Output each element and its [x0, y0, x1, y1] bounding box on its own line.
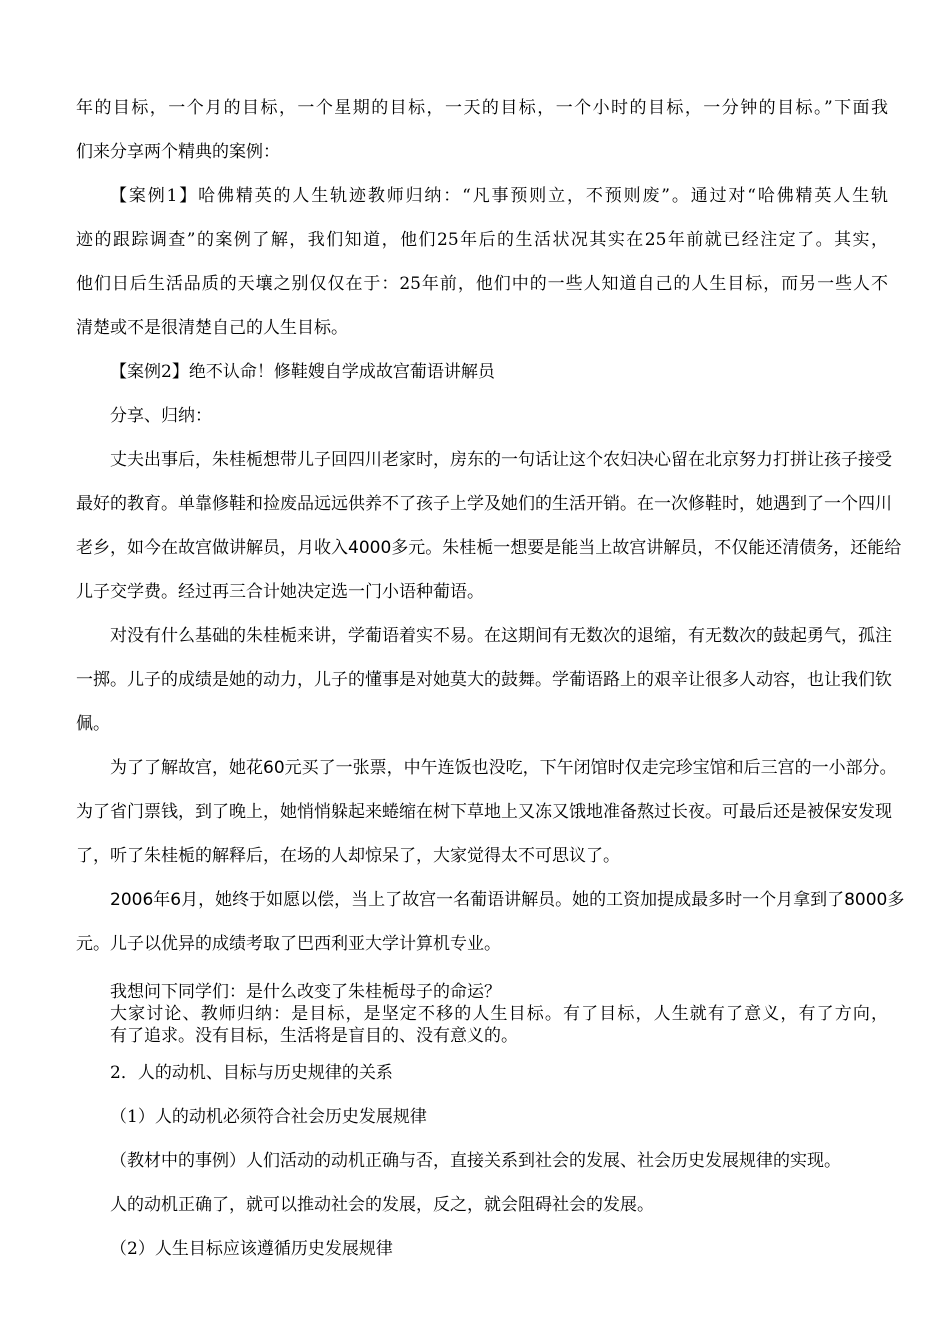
paragraph-line: 迹的跟踪调查”的案例了解，我们知道，他们25年后的生活状况其实在25年前就已经注定了。其实， — [76, 230, 888, 250]
story-line: 老乡，如今在故宫做讲解员，月收入4000多元。朱桂栀一想要是能当上故宫讲解员，不仅能还清债务，还能给 — [76, 538, 902, 558]
paragraph-line: 他们日后生活品质的天壤之别仅仅在于：25年前，他们中的一些人知道自己的人生目标，而另一些人不 — [76, 274, 888, 294]
case-2-heading: 【案例2】绝不认命！修鞋嫂自学成故宫葡语讲解员 — [110, 362, 495, 382]
story-line: 儿子交学费。经过再三合计她决定选一门小语种葡语。 — [76, 582, 484, 602]
paragraph-line: （教材中的事例）人们活动的动机正确与否，直接关系到社会的发展、社会历史发展规律的实现。 — [110, 1151, 841, 1171]
story-line: 了，听了朱桂栀的解释后，在场的人却惊呆了，大家觉得太不可思议了。 — [76, 846, 620, 866]
story-line: 最好的教育。单靠修鞋和捡废品远远供养不了孩子上学及她们的生活开销。在一次修鞋时，她遇到了一个四川 — [76, 494, 892, 514]
paragraph-line: 人的动机正确了，就可以推动社会的发展，反之，就会阻碍社会的发展。 — [110, 1195, 654, 1215]
conclusion-line: 有了追求。没有目标，生活将是盲目的、没有意义的。 — [110, 1026, 518, 1046]
paragraph-line: 们来分享两个精典的案例： — [76, 142, 280, 162]
story-line: 为了了解故宫，她花60元买了一张票，中午连饭也没吃，下午闭馆时仅走完珍宝馆和后三宫的一小部分。 — [110, 758, 897, 778]
conclusion-line: 大家讨论、教师归纳：是目标，是坚定不移的人生目标。有了目标，人生就有了意义，有了方向， — [110, 1004, 888, 1024]
section-heading: 2．人的动机、目标与历史规律的关系 — [110, 1063, 393, 1083]
paragraph-line: 年的目标，一个月的目标，一个星期的目标，一天的目标，一个小时的目标，一分钟的目标。”下面我 — [76, 98, 888, 118]
share-summary-label: 分享、归纳： — [110, 406, 212, 426]
subsection-heading: （2）人生目标应该遵循历史发展规律 — [110, 1239, 393, 1259]
subsection-heading: （1）人的动机必须符合社会历史发展规律 — [110, 1107, 427, 1127]
story-line: 对没有什么基础的朱桂栀来讲，学葡语着实不易。在这期间有无数次的退缩，有无数次的鼓起勇气，孤注 — [110, 626, 892, 646]
story-line: 为了省门票钱，到了晚上，她悄悄躲起来蜷缩在树下草地上又冻又饿地准备熬过长夜。可最后还是被保安发现 — [76, 802, 892, 822]
case-1-heading-line: 【案例1】哈佛精英的人生轨迹教师归纳：“凡事预则立，不预则废”。通过对“哈佛精英人生轨 — [110, 186, 888, 206]
story-line: 一掷。儿子的成绩是她的动力，儿子的懂事是对她莫大的鼓舞。学葡语路上的艰辛让很多人动容，也让我们钦 — [76, 670, 892, 690]
story-line: 佩。 — [76, 714, 110, 734]
question-line: 我想问下同学们：是什么改变了朱桂栀母子的命运？ — [110, 982, 501, 1002]
story-line: 元。儿子以优异的成绩考取了巴西利亚大学计算机专业。 — [76, 934, 501, 954]
paragraph-line: 清楚或不是很清楚自己的人生目标。 — [76, 318, 348, 338]
story-line: 丈夫出事后，朱桂栀想带儿子回四川老家时，房东的一句话让这个农妇决心留在北京努力打拼让孩子接受 — [110, 450, 892, 470]
story-line: 2006年6月，她终于如愿以偿，当上了故宫一名葡语讲解员。她的工资加提成最多时一个月拿到了8000多 — [110, 890, 905, 910]
